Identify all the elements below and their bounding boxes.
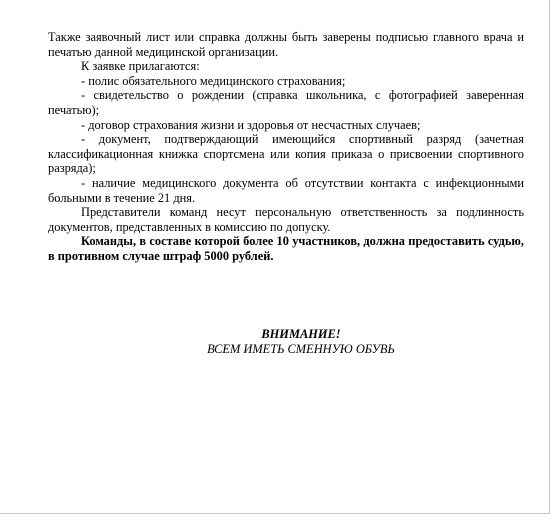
notice-title: ВНИМАНИЕ! — [261, 327, 341, 341]
penalty-paragraph: Команды, в составе которой более 10 участников, должна предоставить судью, в противном случае штраф 5000 рублей. — [48, 234, 524, 263]
document-body — [48, 30, 524, 264]
notice-block — [48, 327, 551, 357]
attachment-item-insurance: - договор страхования жизни и здоровья от несчастных случаев; — [81, 117, 421, 132]
attachment-item-sport-rank: - документ, подтверждающий имеющийся спортивный разряд (зачетная классификационная книжка спортсмена или копия приказа о присвоении спортивного разряда); — [48, 132, 524, 176]
attachment-item-medical-document: - наличие медицинского документа об отсутствии контакта с инфекционными больными в течение 21 дня. — [48, 175, 524, 205]
attachments-intro: К заявке прилагаются: — [81, 59, 200, 74]
signature-note-paragraph: Также заявочный лист или справка должны быть заверены подписью главного врача и печатью данной медицинской организации. — [48, 30, 524, 59]
attachment-item-birth-certificate: - свидетельство о рождении (справка школьника, с фотографией заверенная печатью); — [48, 88, 524, 117]
notice-text: ВСЕМ ИМЕТЬ СМЕННУЮ ОБУВЬ — [207, 342, 395, 356]
attachment-item-policy: - полис обязательного медицинского страхования; — [81, 73, 346, 88]
responsibility-paragraph: Представители команд несут персональную ответственность за подлинность документов, представленных в комиссию по допуску. — [48, 205, 524, 234]
